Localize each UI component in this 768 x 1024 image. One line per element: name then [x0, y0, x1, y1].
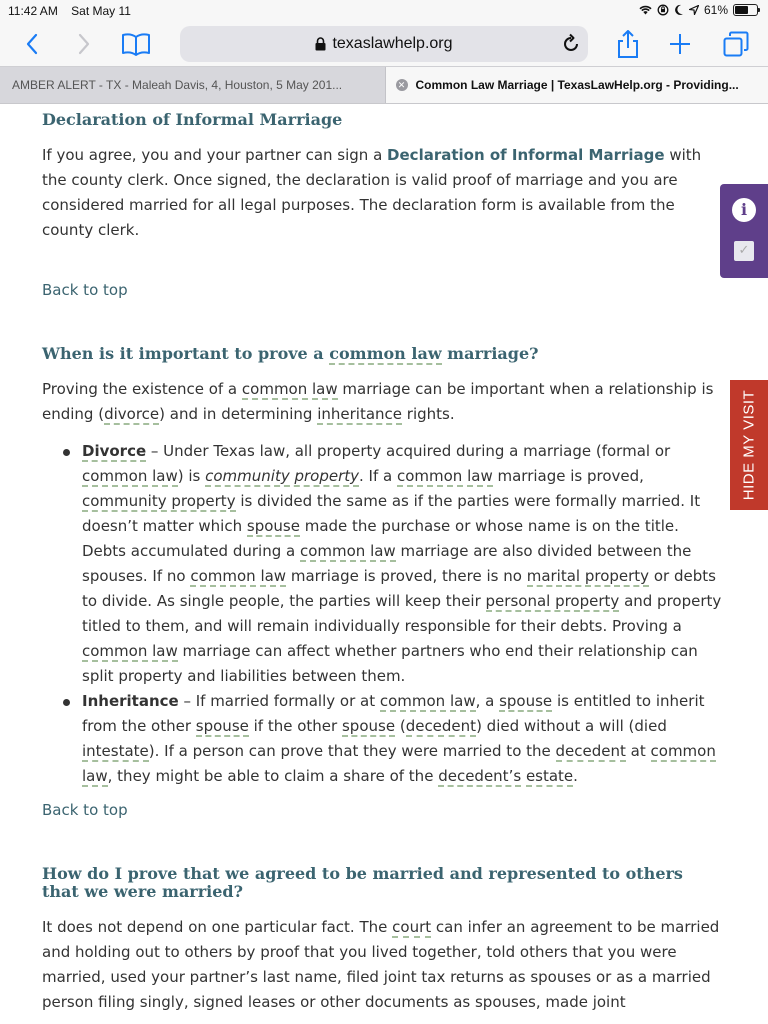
- share-button[interactable]: [614, 28, 642, 60]
- hide-my-visit-label: HIDE MY VISIT: [740, 389, 758, 501]
- tab-label: AMBER ALERT - TX - Maleah Davis, 4, Houston, 5 May 201...: [12, 78, 343, 92]
- battery-percent: 61%: [703, 3, 728, 17]
- text: ) died without a will (died: [476, 717, 667, 735]
- text: and property titled to them, and will remain individually responsible for their debts. Proving a: [82, 592, 722, 635]
- text: When is it important to prove a: [42, 344, 330, 363]
- text: If you agree, you and your partner can sign a: [42, 146, 388, 164]
- text: with the county clerk. Once signed, the declaration is valid proof of marriage and you are considered married for all legal purposes. The declaration form is available from the county clerk.: [42, 146, 702, 239]
- glossary-term[interactable]: common law: [82, 467, 178, 485]
- glossary-term[interactable]: decedent: [405, 717, 477, 735]
- text: .: [573, 767, 578, 785]
- section-heading: Declaration of Informal Marriage: [42, 110, 343, 129]
- text: at: [625, 742, 651, 760]
- book-icon: [121, 32, 151, 56]
- status-date: Sat May 11: [71, 4, 131, 18]
- text: marriage can be important when a relationship is ending (: [42, 380, 714, 423]
- tabs-icon: [723, 31, 749, 57]
- rotation-lock-icon: [657, 4, 669, 16]
- tabs-overview-button[interactable]: [722, 28, 750, 60]
- glossary-term[interactable]: common law: [299, 542, 396, 560]
- back-to-top-link[interactable]: Back to top: [42, 801, 128, 819]
- glossary-term[interactable]: spouse: [246, 517, 300, 535]
- address-bar[interactable]: [180, 26, 588, 62]
- text: marriage?: [441, 344, 539, 363]
- reload-icon: [562, 33, 580, 53]
- text: can infer an agreement to be married and holding out to others by proof that you lived together, told others that you were married, used your partner’s last name, filed joint tax returns as spouses or as a married person filing singly, signed leases or other documents as spouses, made joint: [42, 918, 720, 1011]
- battery-icon: [733, 4, 758, 16]
- text: ) and in determining: [159, 405, 318, 423]
- glossary-term[interactable]: community property: [205, 467, 360, 485]
- article-content: [42, 104, 722, 1015]
- url-text: texaslawhelp.org: [332, 35, 453, 52]
- back-to-top-link[interactable]: Back to top: [42, 281, 128, 299]
- glossary-term[interactable]: common law: [82, 642, 178, 660]
- text: ) is: [177, 467, 206, 485]
- text: – If married formally or at: [178, 692, 380, 710]
- text: rights.: [402, 405, 455, 423]
- tab-strip: [0, 66, 768, 104]
- text: Proving the existence of a: [42, 380, 242, 398]
- moon-icon: [674, 4, 684, 16]
- paragraph: [42, 915, 722, 1015]
- glossary-term[interactable]: common law: [396, 467, 493, 485]
- glossary-term[interactable]: spouse: [499, 692, 553, 710]
- text: or debts to divide. As single people, the parties will keep their: [82, 567, 716, 610]
- glossary-term[interactable]: common law: [329, 344, 442, 363]
- text: marriage are also divided between the spouses. If no: [82, 542, 692, 585]
- glossary-term[interactable]: decedent’s: [438, 767, 522, 785]
- section-heading: How do I prove that we agreed to be married and represented to others that we were married?: [42, 864, 683, 901]
- glossary-term[interactable]: personal property: [485, 592, 620, 610]
- chevron-right-icon: [77, 33, 91, 55]
- checkbox-icon[interactable]: ✓: [734, 241, 754, 261]
- glossary-term[interactable]: common law: [379, 692, 476, 710]
- info-icon[interactable]: i: [732, 198, 756, 222]
- chevron-left-icon: [25, 33, 39, 55]
- tab-label: Common Law Marriage | TexasLawHelp.org - Providing...: [415, 78, 739, 92]
- battery-fill: [735, 6, 748, 14]
- glossary-term[interactable]: divorce: [104, 405, 160, 423]
- tab-amber-alert[interactable]: [0, 67, 386, 103]
- text: , they might be able to claim a share of the: [107, 767, 439, 785]
- glossary-term[interactable]: common law: [82, 742, 716, 785]
- text: marriage can affect whether partners who end their relationship can split property and liabilities between them.: [82, 642, 698, 685]
- glossary-term[interactable]: common law: [241, 380, 338, 398]
- glossary-term[interactable]: court: [392, 918, 432, 936]
- text: if the other: [248, 717, 342, 735]
- reload-button[interactable]: [562, 33, 580, 58]
- item-label: Inheritance: [82, 692, 179, 710]
- paragraph: [42, 143, 722, 243]
- declaration-link[interactable]: Declaration of Informal Marriage: [387, 146, 665, 164]
- glossary-term[interactable]: intestate: [82, 742, 149, 760]
- glossary-term[interactable]: estate: [525, 767, 574, 785]
- text: made the purchase or whose name is on the title. Debts accumulated during a: [82, 517, 679, 560]
- wifi-icon: [639, 5, 652, 15]
- glossary-term[interactable]: spouse: [195, 717, 249, 735]
- section-heading: [42, 345, 722, 363]
- text: is entitled to inherit from the other: [82, 692, 705, 735]
- list-item: [82, 689, 722, 789]
- bullet-list: [42, 439, 722, 789]
- text: – Under Texas law, all property acquired during a marriage (formal or: [146, 442, 671, 460]
- location-icon: [689, 5, 699, 15]
- glossary-term[interactable]: common law: [190, 567, 287, 585]
- text: It does not depend on one particular fact. The: [42, 918, 393, 936]
- hide-my-visit-button[interactable]: [730, 380, 768, 510]
- text: . If a: [359, 467, 397, 485]
- back-button[interactable]: [20, 28, 44, 60]
- glossary-term[interactable]: spouse: [341, 717, 396, 735]
- close-tab-icon[interactable]: ✕: [396, 79, 408, 91]
- forward-button[interactable]: [72, 28, 96, 60]
- text: marriage is proved, there is no: [286, 567, 527, 585]
- text: , a: [475, 692, 500, 710]
- text: ). If a person can prove that they were married to the: [148, 742, 556, 760]
- paragraph: [42, 377, 722, 427]
- tab-common-law-marriage[interactable]: [386, 67, 768, 103]
- status-time: 11:42 AM: [8, 4, 58, 18]
- browser-toolbar: [0, 22, 768, 66]
- glossary-term[interactable]: marital property: [526, 567, 650, 585]
- glossary-term[interactable]: inheritance: [317, 405, 403, 423]
- text: (: [395, 717, 406, 735]
- glossary-term[interactable]: decedent: [555, 742, 626, 760]
- accessibility-widget: [720, 184, 768, 278]
- new-tab-button[interactable]: [666, 28, 694, 60]
- share-icon: [617, 30, 639, 58]
- text: is divided the same as if the parties were formally married. It doesn’t matter which: [82, 492, 701, 535]
- plus-icon: [669, 33, 691, 55]
- lock-icon: [315, 37, 326, 51]
- item-label: Divorce: [82, 442, 147, 460]
- list-item: [82, 439, 722, 689]
- glossary-term[interactable]: community property: [82, 492, 236, 510]
- bookmarks-button[interactable]: [120, 28, 152, 60]
- text: marriage is proved,: [492, 467, 644, 485]
- status-bar: [0, 0, 768, 22]
